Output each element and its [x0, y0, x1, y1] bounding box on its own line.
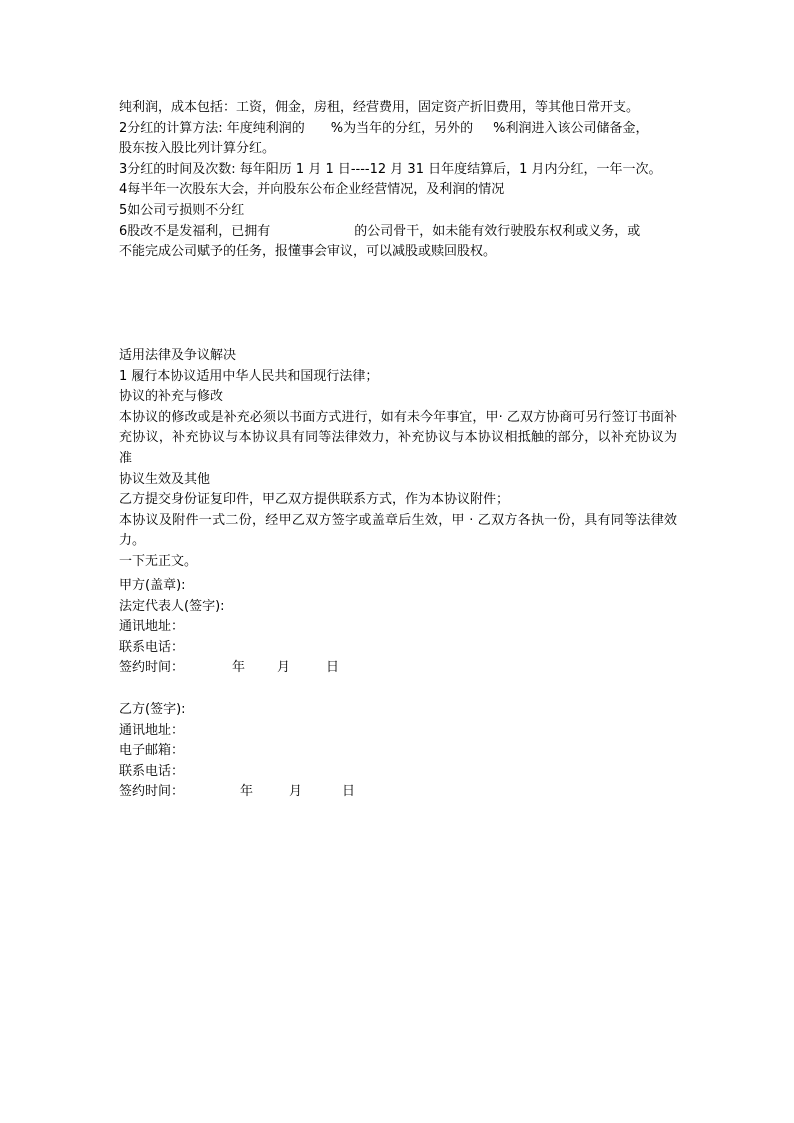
share-reform-line: [119, 222, 677, 243]
effect-paragraph: 本协议及附件一式二份，经甲乙双方签字或盖章后生效，甲 · 乙双方各执一份，具有同等法律效力。: [119, 512, 677, 549]
party-a-phone: 联系电话：: [119, 639, 185, 655]
law-heading: 适用法律及争议解决: [119, 348, 237, 363]
party-a-month: 月: [277, 660, 291, 676]
dividend-method-part2: %为当年的分红，另外的: [330, 120, 474, 136]
party-a-title: 甲方(盖章):: [119, 578, 186, 593]
share-reform-part1: 6股改不是发福利，已拥有: [119, 223, 271, 239]
party-b-signature-block: [119, 700, 677, 803]
party-a-day: 日: [326, 660, 340, 676]
dividend-method-line: [119, 119, 677, 140]
dividend-timing-line: 3分红的时间及次数: 每年阳历 1 月 1 日----12 月 31 日年度结算后，1 月内分红，一年一次。: [119, 161, 662, 177]
party-a-signature-block: [119, 576, 677, 679]
effect-heading: 协议生效及其他: [119, 471, 211, 487]
party-b-date-row: [119, 782, 677, 803]
party-b-title: 乙方(签字):: [119, 702, 186, 717]
party-a-year: 年: [232, 660, 246, 676]
party-b-year: 年: [240, 784, 254, 800]
party-a-representative: 法定代表人(签字):: [119, 598, 225, 614]
legal-section: [119, 346, 677, 573]
amend-paragraph: 本协议的修改或是补充必须以书面方式进行，如有未今年事宜，甲· 乙双方协商可另行签订书面补充协议，补充协议与本协议具有同等法律效力，补充协议与本协议相抵触的部分，以补充协议为准: [119, 409, 677, 466]
profit-definition-line: 纯利润，成本包括：工资，佣金，房租，经营费用，固定资产折旧费用，等其他日常开支。: [119, 100, 640, 115]
no-further-text: 一下无正文。: [119, 553, 198, 569]
loss-no-dividend-line: 5如公司亏损则不分红: [119, 202, 245, 218]
share-reform-part2: 的公司骨干，如未能有效行驶股东权利或义务，或: [354, 223, 641, 239]
dividend-method-continuation: 股东按入股比列计算分红。: [119, 141, 276, 157]
party-b-month: 月: [289, 784, 303, 800]
party-b-email: 电子邮箱：: [119, 743, 185, 759]
party-a-address: 通讯地址：: [119, 619, 185, 635]
shareholder-meeting-line: 4每半年一次股东大会，并向股东公布企业经营情况，及利润的情况: [119, 182, 505, 198]
share-reform-continuation: 不能完成公司赋予的任务，报懂事会审议，可以减股或赎回股权。: [119, 244, 497, 260]
effect-line-1: 乙方提交身份证复印件，甲乙双方提供联系方式，作为本协议附件；: [119, 492, 510, 508]
party-b-day: 日: [342, 784, 356, 800]
party-b-address: 通讯地址：: [119, 722, 185, 738]
party-a-date-row: [119, 658, 677, 679]
party-b-phone: 联系电话：: [119, 763, 185, 779]
party-b-date-label: 签约时间：: [119, 784, 185, 800]
dividend-method-part3: %利润进入该公司储备金，: [493, 120, 649, 136]
dividend-method-part1: 2分红的计算方法: 年度纯利润的: [119, 120, 305, 136]
law-item-1: 1 履行本协议适用中华人民共和国现行法律；: [119, 368, 379, 384]
dividend-terms-section: [119, 98, 677, 263]
party-a-date-label: 签约时间：: [119, 660, 185, 676]
amend-heading: 协议的补充与修改: [119, 389, 224, 405]
